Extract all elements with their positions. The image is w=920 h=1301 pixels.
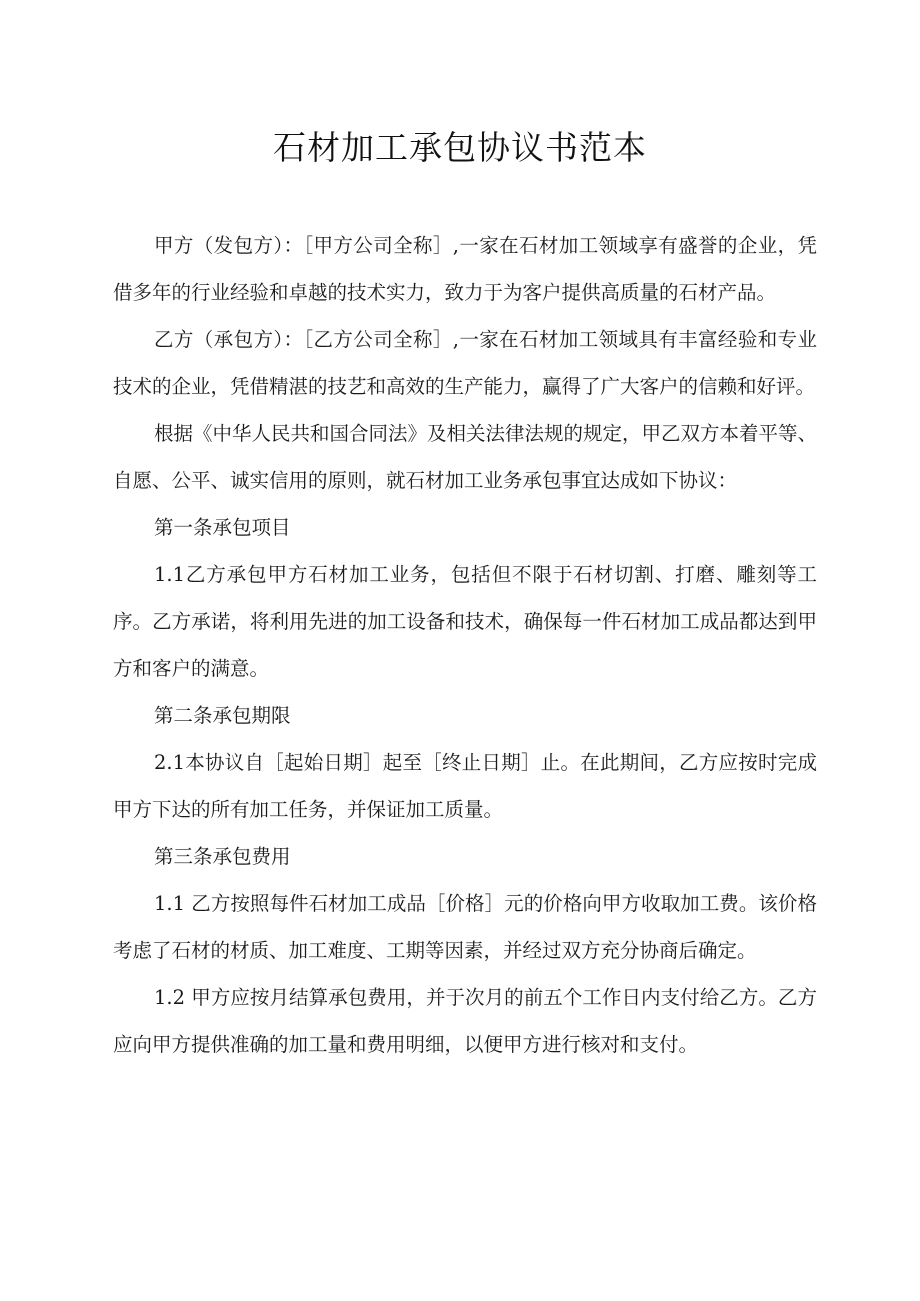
legal-basis-paragraph: 根据《中华人民共和国合同法》及相关法律法规的规定，甲乙双方本着平等、自愿、公平、诚实信用的原则，就石材加工业务承包事宜达成如下协议： [113,422,818,492]
clause-3-1: 1.1 乙方按照每件石材加工成品［价格］元的价格向甲方收取加工费。该价格考虑了石材的材质、加工难度、工期等因素，并经过双方充分协商后确定。 [113,892,817,962]
party-b-paragraph: 乙方（承包方）：［乙方公司全称］,一家在石材加工领域具有丰富经验和专业技术的企业，凭借精湛的技艺和高效的生产能力，赢得了广大客户的信赖和好评。 [113,328,817,398]
clause-1-1: 1.1乙方承包甲方石材加工业务，包括但不限于石材切割、打磨、雕刻等工序。乙方承诺，将利用先进的加工设备和技术，确保每一件石材加工成品都达到甲方和客户的满意。 [113,563,817,680]
article-2-heading: 第二条承包期限 [154,704,291,727]
article-3-heading: 第三条承包费用 [154,845,291,868]
document-title: 石材加工承包协议书范本 [273,128,647,167]
party-a-paragraph: 甲方（发包方）：［甲方公司全称］,一家在石材加工领域享有盛誉的企业，凭借多年的行业经验和卓越的技术实力，致力于为客户提供高质量的石材产品。 [113,234,817,304]
clause-3-2: 1.2 甲方应按月结算承包费用，并于次月的前五个工作日内支付给乙方。乙方应向甲方提供准确的加工量和费用明细，以便甲方进行核对和支付。 [113,986,817,1056]
clause-2-1: 2.1本协议自［起始日期］起至［终止日期］止。在此期间，乙方应按时完成甲方下达的所有加工任务，并保证加工质量。 [113,751,817,821]
article-1-heading: 第一条承包项目 [154,516,291,539]
document-body [113,222,817,1068]
